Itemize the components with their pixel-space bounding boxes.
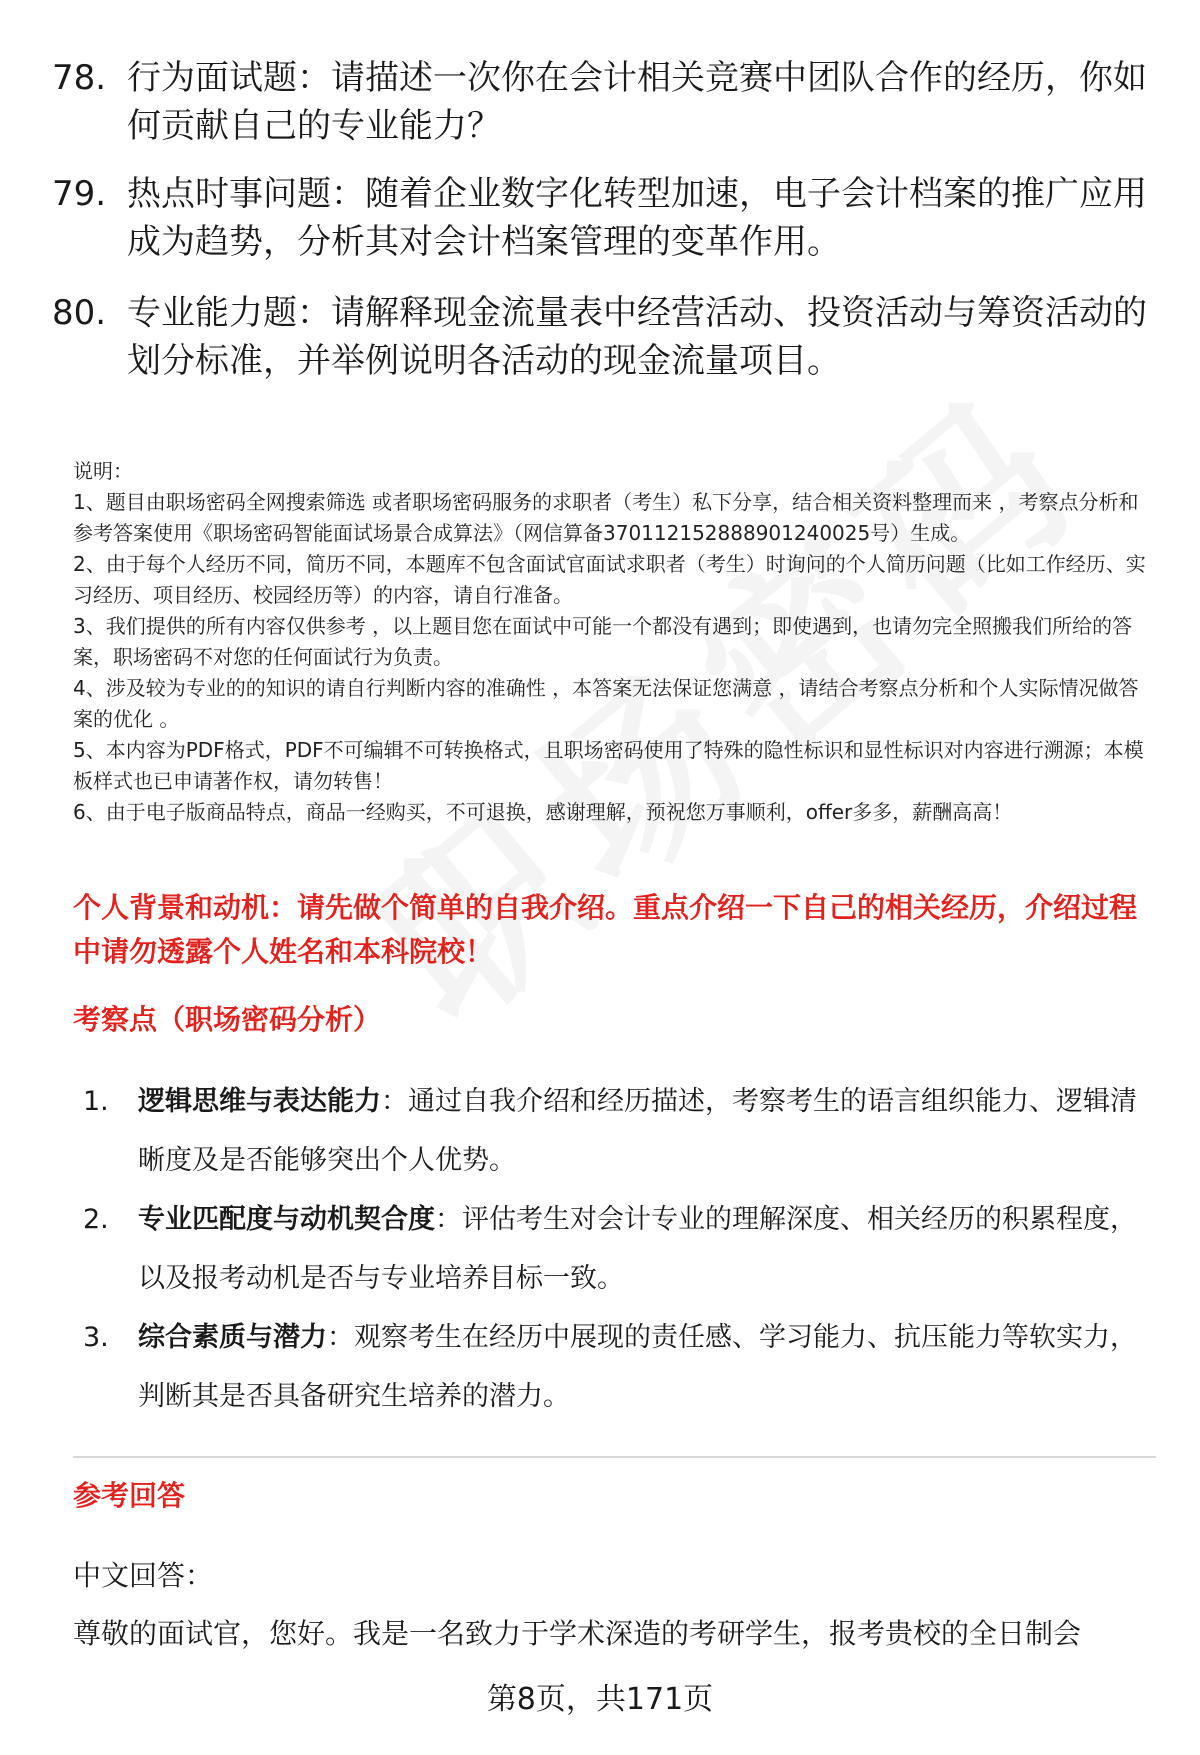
- question-text: 专业能力题：请解释现金流量表中经营活动、投资活动与筹资活动的划分标准，并举例说明各活动的现金流量项目。: [127, 293, 1147, 381]
- point-number: 1.: [83, 1086, 109, 1117]
- question-text: 热点时事问题：随着企业数字化转型加速，电子会计档案的推广应用成为趋势，分析其对会计档案管理的变革作用。: [127, 174, 1147, 262]
- analysis-point: [73, 1072, 1158, 1190]
- question-number: 79.: [52, 174, 107, 214]
- point-text: ：观察考生在经历中展现的责任感、学习能力、抗压能力等软实力，判断其是否具备研究生培养的潜力。: [138, 1322, 1137, 1412]
- section-question: 个人背景和动机：请先做个简单的自我介绍。重点介绍一下自己的相关经历，介绍过程中请勿透露个人姓名和本科院校！: [73, 891, 1138, 968]
- question-text: 行为面试题：请描述一次你在会计相关竞赛中团队合作的经历，你如何贡献自己的专业能力？: [127, 58, 1147, 146]
- point-keyword: 综合素质与潜力: [138, 1322, 327, 1353]
- point-keyword: 专业匹配度与动机契合度: [138, 1204, 435, 1235]
- question-80: [52, 289, 1152, 385]
- note-item: 2、由于每个人经历不同，简历不同，本题库不包含面试官面试求职者（考生）时询问的个人简历问题（比如工作经历、实习经历、项目经历、校园经历等）的内容，请自行准备。: [73, 552, 1146, 607]
- point-number: 2.: [83, 1204, 109, 1235]
- note-item: 5、本内容为PDF格式，PDF不可编辑不可转换格式，且职场密码使用了特殊的隐性标识和显性标识对内容进行溯源；本模板样式也已申请著作权，请勿转售！: [73, 738, 1144, 793]
- analysis-point: [73, 1308, 1158, 1426]
- note-item: 4、涉及较为专业的的知识的请自行判断内容的准确性 ，本答案无法保证您满意 ，请结合考察点分析和个人实际情况做答案的优化 。: [73, 676, 1139, 731]
- question-79: [52, 170, 1152, 266]
- answer-first-line: 尊敬的面试官，您好。我是一名致力于学术深造的考研学生，报考贵校的全日制会: [73, 1617, 1082, 1650]
- notes-title: 说明：: [73, 459, 133, 483]
- analysis-point: [73, 1190, 1158, 1308]
- note-item: 1、题目由职场密码全网搜索筛选 或者职场密码服务的求职者（考生）私下分享，结合相关资料整理而来 ，考察点分析和参考答案使用《职场密码智能面试场景合成算法》（网信算备370112152888901240025号）生成。: [73, 490, 1139, 545]
- analysis-points: [73, 1072, 1158, 1426]
- disclaimer-notes: [73, 456, 1158, 828]
- analysis-title: 考察点（职场密码分析）: [73, 1003, 382, 1036]
- point-text: ：通过自我介绍和经历描述，考察考生的语言组织能力、逻辑清晰度及是否能够突出个人优势。: [138, 1086, 1137, 1176]
- section-divider: [73, 1456, 1156, 1458]
- page-footer: 第8页，共171页: [486, 1682, 714, 1717]
- note-item: 3、我们提供的所有内容仅供参考 ，以上题目您在面试中可能一个都没有遇到；即使遇到，也请勿完全照搬我们所给的答案，职场密码不对您的任何面试行为负责。: [73, 614, 1133, 669]
- note-item: 6、由于电子版商品特点，商品一经购买，不可退换，感谢理解，预祝您万事顺利，offer多多，薪酬高高！: [73, 800, 1013, 824]
- answer-label: 中文回答：: [73, 1559, 214, 1592]
- question-78: [52, 54, 1152, 150]
- point-number: 3.: [83, 1322, 109, 1353]
- question-number: 80.: [52, 293, 107, 333]
- reference-title: 参考回答: [73, 1479, 186, 1512]
- point-text: ：评估考生对会计专业的理解深度、相关经历的积累程度，以及报考动机是否与专业培养目标一致。: [138, 1204, 1137, 1294]
- question-number: 78.: [52, 58, 107, 98]
- point-keyword: 逻辑思维与表达能力: [138, 1086, 381, 1117]
